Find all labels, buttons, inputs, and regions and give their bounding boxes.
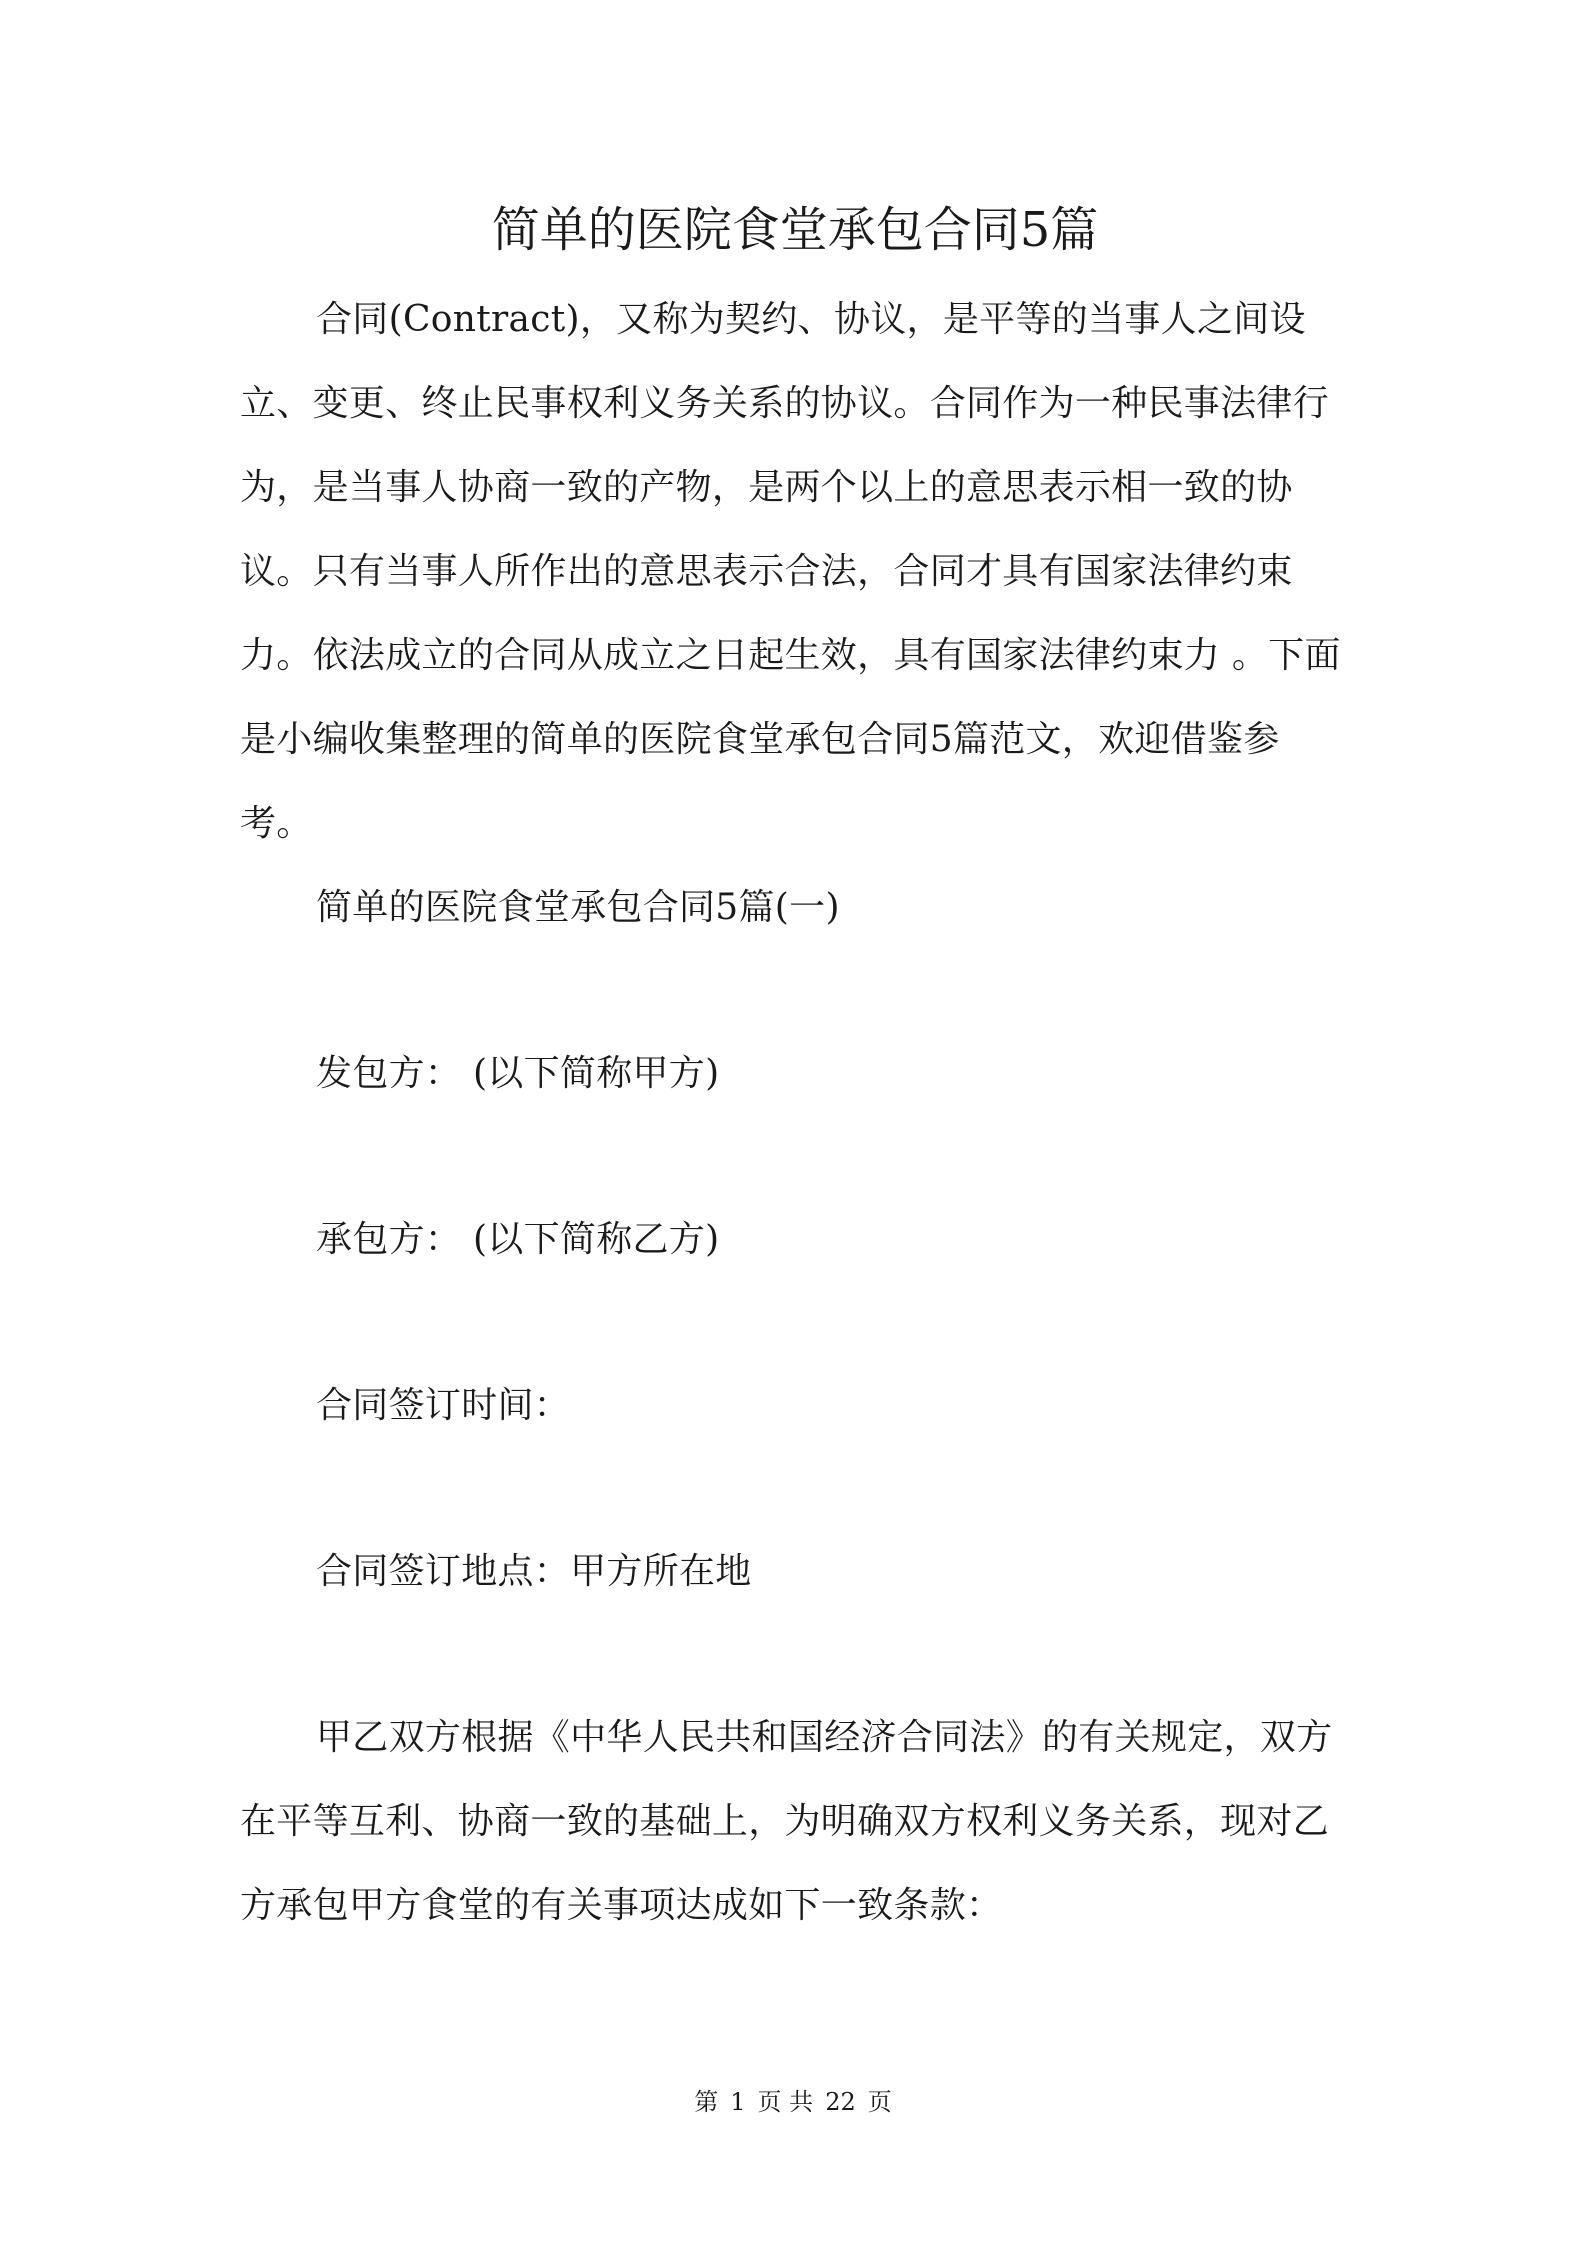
party-b-line: 承包方： (以下简称乙方)	[316, 1219, 720, 1260]
page-footer	[0, 2086, 1586, 2118]
sign-place-line: 合同签订地点：甲方所在地	[316, 1551, 752, 1592]
footer-middle: 页 共	[757, 2088, 814, 2116]
section-heading: 简单的医院食堂承包合同5篇(一)	[316, 887, 840, 928]
party-a-line: 发包方： (以下简称甲方)	[316, 1053, 720, 1094]
document-title: 简单的医院食堂承包合同5篇	[491, 202, 1099, 258]
footer-prefix: 第	[694, 2088, 719, 2116]
intro-paragraph: 合同(Contract)，又称为契约、协议，是平等的当事人之间设立、变更、终止民事权利义务关系的协议。合同作为一种民事法律行为，是当事人协商一致的产物，是两个以上的意思表示相一致的协议。只有当事人所作出的意思表示合法，合同才具有国家法律约束力。依法成立的合同从成立之日起生效，具有国家法律约束力 。下面是小编收集整理的简单的医院食堂承包合同5篇范文，欢迎借鉴参考。	[240, 299, 1341, 844]
sign-time-line: 合同签订时间：	[316, 1385, 571, 1426]
footer-total-pages: 22	[825, 2088, 856, 2116]
footer-suffix: 页	[867, 2088, 892, 2116]
preamble-paragraph: 甲乙双方根据《中华人民共和国经济合同法》的有关规定，双方在平等互利、协商一致的基础上，为明确双方权利义务关系，现对乙方承包甲方食堂的有关事项达成如下一致条款：	[240, 1717, 1333, 1926]
footer-current-page: 1	[730, 2088, 746, 2116]
